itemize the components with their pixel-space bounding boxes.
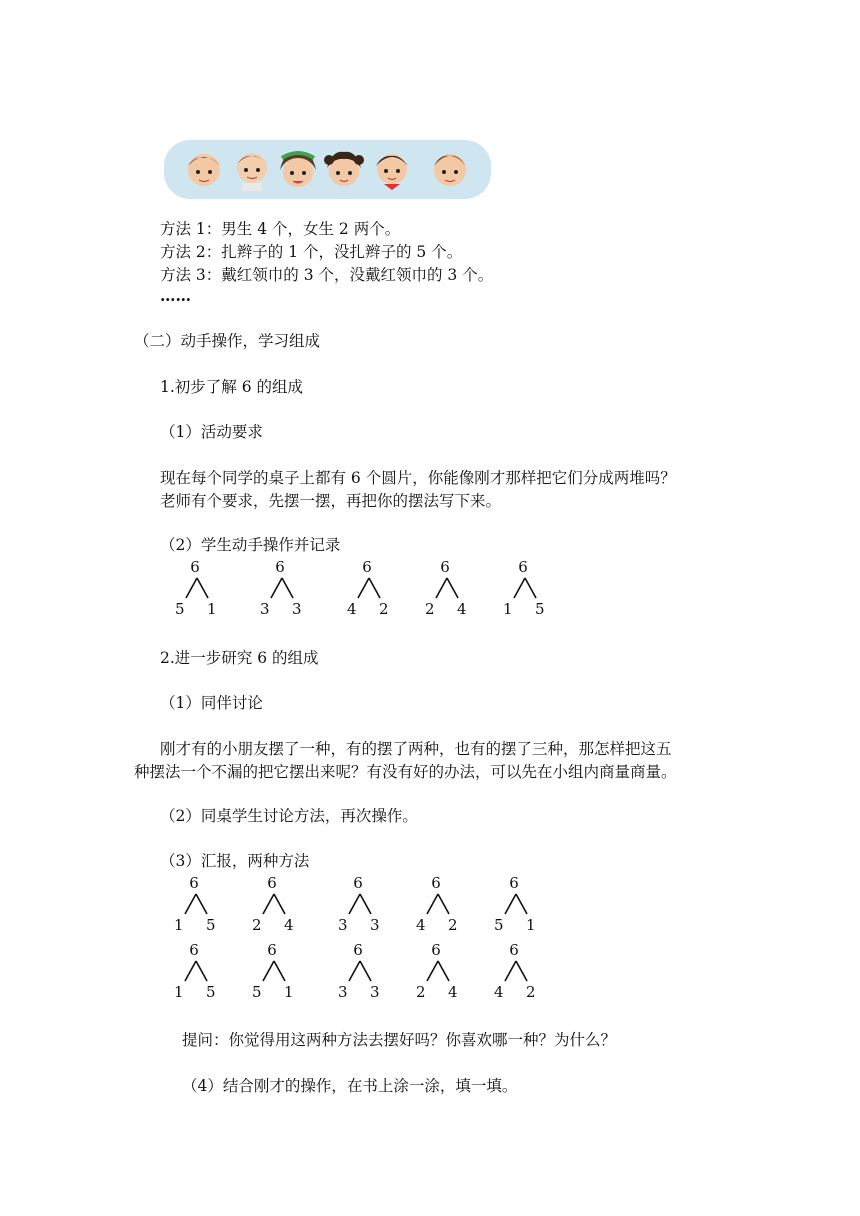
composition-tree — [260, 558, 320, 618]
tree-top: 6 — [189, 941, 199, 959]
section2-title: （二）动手操作，学习组成 — [134, 332, 321, 350]
tree-top: 6 — [267, 941, 277, 959]
tree-left: 1 — [174, 916, 184, 934]
tree-right: 3 — [370, 983, 380, 1001]
tree-right: 5 — [206, 916, 216, 934]
tree-left: 1 — [174, 983, 184, 1001]
tree-branches — [346, 959, 374, 983]
composition-tree — [416, 874, 476, 934]
tree-right: 3 — [370, 916, 380, 934]
composition-tree — [347, 558, 407, 618]
method-3: 方法 3：戴红领巾的 3 个，没戴红领巾的 3 个。 — [160, 266, 494, 284]
composition-tree — [252, 874, 312, 934]
sub2-title: 2.进一步研究 6 的组成 — [160, 649, 319, 667]
tree-branches — [355, 576, 383, 600]
composition-tree — [338, 874, 398, 934]
tree-right: 1 — [207, 600, 217, 618]
tree-top: 6 — [431, 874, 441, 892]
tree-left: 2 — [425, 600, 435, 618]
tree-left: 4 — [347, 600, 357, 618]
tree-branches — [502, 892, 530, 916]
tree-left: 1 — [503, 600, 513, 618]
tree-top: 6 — [440, 558, 450, 576]
tree-right: 2 — [526, 983, 536, 1001]
tree-branches — [424, 959, 452, 983]
tree-right: 3 — [292, 600, 302, 618]
tree-right: 4 — [448, 983, 458, 1001]
tree-left: 3 — [338, 983, 348, 1001]
tree-branches — [511, 576, 539, 600]
tree-top: 6 — [189, 874, 199, 892]
tree-top: 6 — [275, 558, 285, 576]
composition-tree — [175, 558, 235, 618]
composition-tree — [494, 874, 554, 934]
ellipsis: …… — [160, 286, 191, 305]
tree-top: 6 — [509, 941, 519, 959]
girl-icon — [276, 146, 320, 192]
tree-top: 6 — [431, 941, 441, 959]
step1-title: （1）活动要求 — [160, 423, 263, 441]
tree-branches — [260, 892, 288, 916]
tree-branches — [268, 576, 296, 600]
tree-left: 2 — [416, 983, 426, 1001]
boy-icon — [370, 146, 414, 192]
tree-top: 6 — [509, 874, 519, 892]
tree-right: 1 — [526, 916, 536, 934]
tree-left: 5 — [494, 916, 504, 934]
boy-icon — [230, 146, 274, 192]
tree-top: 6 — [353, 874, 363, 892]
composition-tree — [494, 941, 554, 1001]
tree-left: 5 — [175, 600, 185, 618]
tree-right: 1 — [284, 983, 294, 1001]
tree-left: 2 — [252, 916, 262, 934]
composition-tree — [174, 874, 234, 934]
tree-right: 4 — [284, 916, 294, 934]
step-b3: （3）汇报，两种方法 — [160, 852, 310, 870]
tree-branches — [346, 892, 374, 916]
composition-tree — [338, 941, 398, 1001]
discussion-text-line2: 种摆法一个不漏的把它摆出来呢？有没有好的办法，可以先在小组内商量商量。 — [134, 763, 677, 781]
composition-tree — [416, 941, 476, 1001]
question-text: 提问：你觉得用这两种方法去摆好吗？你喜欢哪一种？为什么？ — [182, 1031, 617, 1049]
tree-top: 6 — [518, 558, 528, 576]
tree-branches — [433, 576, 461, 600]
composition-tree — [174, 941, 234, 1001]
tree-top: 6 — [353, 941, 363, 959]
composition-tree — [252, 941, 312, 1001]
tree-branches — [424, 892, 452, 916]
tree-branches — [183, 576, 211, 600]
children-banner — [164, 140, 491, 199]
girl-icon — [322, 146, 366, 192]
step1-text-line1: 现在每个同学的桌子上都有 6 个圆片，你能像刚才那样把它们分成两堆吗？ — [160, 469, 676, 487]
tree-right: 5 — [206, 983, 216, 1001]
boy-icon — [428, 146, 472, 192]
tree-left: 3 — [260, 600, 270, 618]
discussion-text-line1: 刚才有的小朋友摆了一种，有的摆了两种，也有的摆了三种，那怎样把这五 — [160, 740, 672, 758]
tree-right: 4 — [457, 600, 467, 618]
composition-tree — [503, 558, 563, 618]
tree-left: 3 — [338, 916, 348, 934]
boy-icon — [182, 146, 226, 192]
tree-left: 4 — [416, 916, 426, 934]
composition-tree — [425, 558, 485, 618]
sub1-title: 1.初步了解 6 的组成 — [160, 378, 304, 396]
tree-branches — [260, 959, 288, 983]
tree-top: 6 — [267, 874, 277, 892]
method-2: 方法 2：扎辫子的 1 个，没扎辫子的 5 个。 — [160, 243, 463, 261]
tree-top: 6 — [190, 558, 200, 576]
discussion-title: （1）同伴讨论 — [160, 694, 263, 712]
method-1: 方法 1：男生 4 个，女生 2 两个。 — [160, 220, 401, 238]
tree-left: 5 — [252, 983, 262, 1001]
tree-branches — [502, 959, 530, 983]
tree-branches — [182, 892, 210, 916]
tree-branches — [182, 959, 210, 983]
tree-left: 4 — [494, 983, 504, 1001]
step-b2: （2）同桌学生讨论方法，再次操作。 — [160, 807, 418, 825]
step1-text-line2: 老师有个要求，先摆一摆，再把你的摆法写下来。 — [160, 492, 502, 510]
tree-top: 6 — [362, 558, 372, 576]
tree-right: 2 — [448, 916, 458, 934]
step-b4: （4）结合刚才的操作，在书上涂一涂，填一填。 — [182, 1077, 518, 1095]
tree-right: 2 — [379, 600, 389, 618]
step2-title: （2）学生动手操作并记录 — [160, 536, 341, 554]
tree-right: 5 — [535, 600, 545, 618]
